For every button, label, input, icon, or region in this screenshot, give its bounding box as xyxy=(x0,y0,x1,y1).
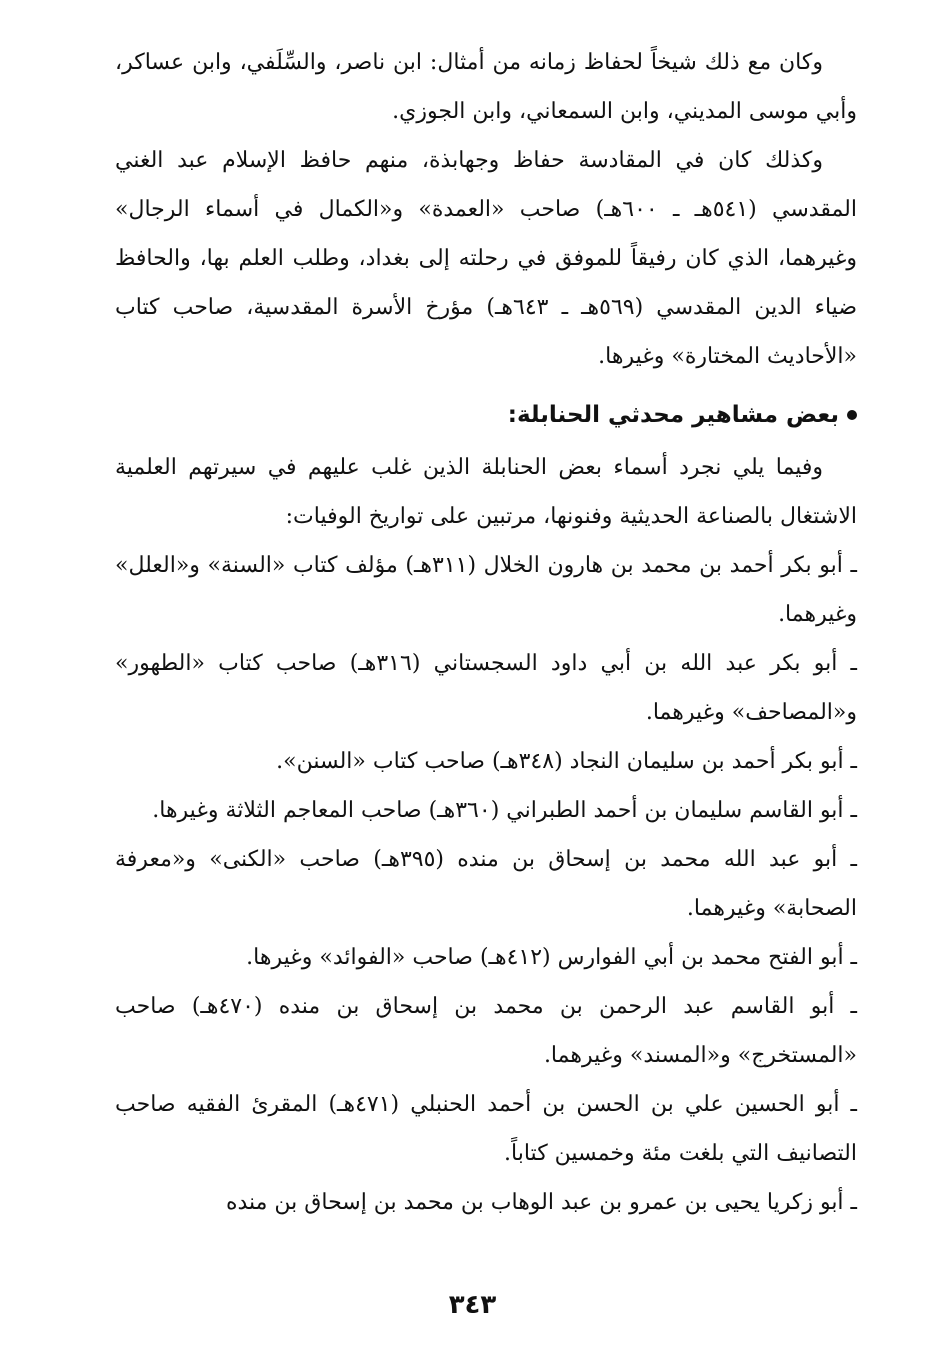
bullet-icon xyxy=(847,410,857,420)
body-text xyxy=(115,38,857,1227)
paragraph-2: وكذلك كان في المقادسة حفاظ وجهابذة، منهم حافظ الإسلام عبد الغني المقدسي (٥٤١هـ ـ ٦٠٠هـ) صاحب «العمدة» و«الكمال في أسماء الرجال» وغيرهما، الذي كان رفيقاً للموفق في رحلته إلى بغداد، وطلب العلم بها، والحافظ ضياء الدين المقدسي (٥٦٩هـ ـ ٦٤٣هـ) مؤرخ الأسرة المقدسية، صاحب كتاب «الأحاديث المختارة» وغيرها. xyxy=(115,148,858,369)
list-item: ـ أبو بكر أحمد بن سليمان النجاد (٣٤٨هـ) صاحب كتاب «السنن». xyxy=(276,749,857,774)
list-item: ـ أبو الحسين علي بن الحسن بن أحمد الحنبلي (٤٧١هـ) المقرئ الفقيه صاحب التصانيف التي بلغت مئة وخمسين كتاباً. xyxy=(115,1092,857,1166)
page-number: ٣٤٣ xyxy=(448,1290,497,1320)
intro-paragraph: وفيما يلي نجرد أسماء بعض الحنابلة الذين غلب عليهم في سيرتهم العلمية الاشتغال بالصناعة الحديثية وفنونها، مرتبين على تواريخ الوفيات: xyxy=(115,455,857,529)
list-item: ـ أبو بكر عبد الله بن أبي داود السجستاني (٣١٦هـ) صاحب كتاب «الطهور» و«المصاحف» وغيرهما. xyxy=(115,651,857,725)
list-item: ـ أبو بكر أحمد بن محمد بن هارون الخلال (٣١١هـ) مؤلف كتاب «السنة» و«العلل» وغيرهما. xyxy=(115,553,857,627)
list-item: ـ أبو القاسم سليمان بن أحمد الطبراني (٣٦٠هـ) صاحب المعاجم الثلاثة وغيرها. xyxy=(152,798,857,823)
section-heading xyxy=(115,393,857,437)
paragraph-1: وكان مع ذلك شيخاً لحفاظ زمانه من أمثال: ابن ناصر، والسِّلَفي، وابن عساكر، وأبي موسى المديني، وابن السمعاني، وابن الجوزي. xyxy=(115,50,857,124)
list-item: ـ أبو عبد الله محمد بن إسحاق بن منده (٣٩٥هـ) صاحب «الكنى» و«معرفة الصحابة» وغيرهما. xyxy=(115,847,857,921)
section-heading-text: بعض مشاهير محدثي الحنابلة: xyxy=(507,402,839,428)
list-item: ـ أبو القاسم عبد الرحمن بن محمد بن إسحاق بن منده (٤٧٠هـ) صاحب «المستخرج» و«المسند» وغيرهما. xyxy=(115,994,857,1068)
list-item: ـ أبو زكريا يحيى بن عمرو بن عبد الوهاب بن محمد بن إسحاق بن منده xyxy=(225,1190,857,1215)
list-item: ـ أبو الفتح محمد بن أبي الفوارس (٤١٢هـ) صاحب «الفوائد» وغيرها. xyxy=(246,945,857,970)
